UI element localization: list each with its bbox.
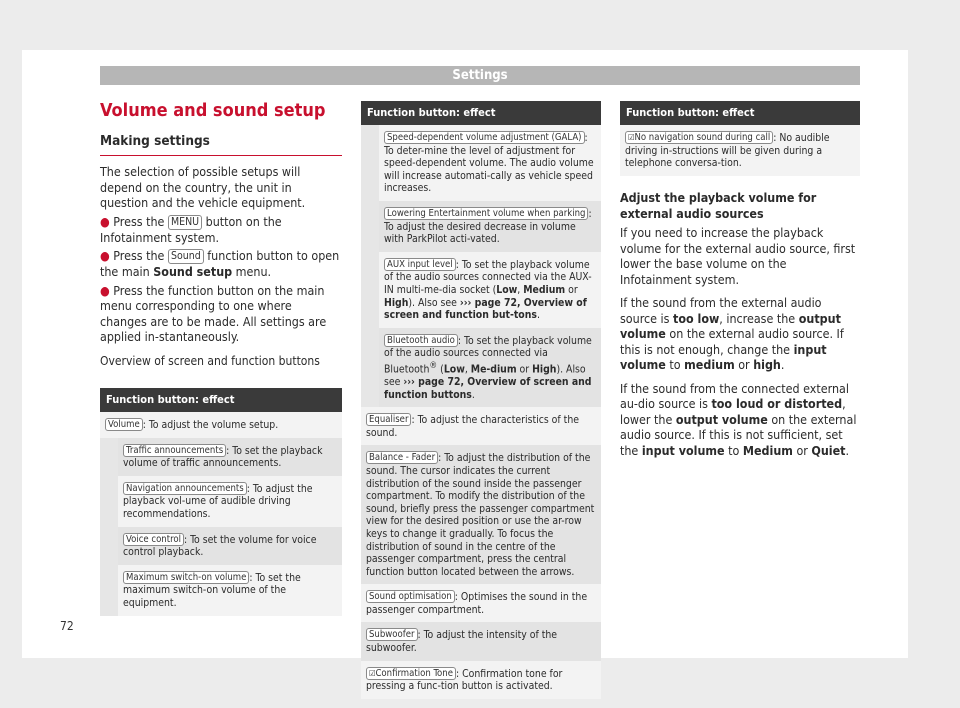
bullet-icon: ● <box>100 213 110 229</box>
confirmation-tone-button[interactable]: ☑Confirmation Tone <box>366 667 456 680</box>
maximum-switch-on-volume-button[interactable]: Maximum switch-on volume <box>123 571 249 584</box>
lowering-entertainment-volume-button[interactable]: Lowering Entertainment volume when parking <box>384 207 588 220</box>
aux-input-level-button[interactable]: AUX input level <box>384 258 456 271</box>
function-table-3 <box>620 101 860 176</box>
paragraph: If you need to increase the playback volume for the external audio source, first lower the base volume on the Infotainment system. <box>620 225 856 287</box>
menu-button[interactable]: MENU <box>168 215 202 230</box>
external-audio-heading: Adjust the playback volume for external audio sources <box>620 190 817 221</box>
traffic-announcements-button[interactable]: Traffic announcements <box>123 444 226 457</box>
table-header: Function button: effect <box>100 388 342 412</box>
no-navigation-sound-button[interactable]: ☑No navigation sound during call <box>625 131 773 144</box>
table-row: Equaliser : To adjust the characteristics of the sound. <box>361 407 601 445</box>
section-header: Settings <box>100 66 860 85</box>
table-row: Volume : To adjust the volume setup. <box>100 412 342 438</box>
sound-button[interactable]: Sound <box>168 249 204 264</box>
table-row: Traffic announcements : To set the playback volume of traffic announcements. <box>100 438 342 476</box>
step-1: ● Press the MENU button on the Infotainment system. <box>100 213 282 245</box>
table-header: Function button: effect <box>361 101 601 125</box>
left-column <box>100 100 342 368</box>
table-row: AUX input level : To set the playback volume of the audio sources connected via the AUX-IN multi-me-dia socket (Low, Medium or High). Also see ››› page 72, Overview of screen and function but-tons. <box>361 252 601 328</box>
table-row: Speed-dependent volume adjustment (GALA) : To deter-mine the level of adjustment for speed-dependent volume. The audio volume will increase automati-cally as vehicle speed increases. <box>361 125 601 201</box>
volume-button[interactable]: Volume <box>105 418 143 431</box>
equaliser-button[interactable]: Equaliser <box>366 413 411 426</box>
paragraph: If the sound from the external audio source is too low, increase the output volume on the external audio source. If this is not enough, change the input volume to medium or high. <box>620 295 844 372</box>
paragraph: If the sound from the connected external au-dio source is too loud or distorted, lower the output volume on the external audio source. If this is not sufficient, set the input volume to Medium or Quiet. <box>620 380 857 458</box>
section-subtitle: Making settings <box>100 133 342 156</box>
right-column-text <box>620 190 860 466</box>
balance-fader-button[interactable]: Balance - Fader <box>366 451 438 464</box>
table-row: ☑No navigation sound during call : No audible driving in-structions will be given during a telephone conversa-tion. <box>620 125 860 176</box>
navigation-announcements-button[interactable]: Navigation announcements <box>123 482 247 495</box>
sound-optimisation-button[interactable]: Sound optimisation <box>366 590 455 603</box>
table-row: Sound optimisation : Optimises the sound in the passenger compartment. <box>361 584 601 622</box>
table-row: Voice control : To set the volume for voice control playback. <box>100 527 342 565</box>
table-header: Function button: effect <box>620 101 860 125</box>
checkbox-icon: ☑ <box>628 133 635 142</box>
table-row: Lowering Entertainment volume when parking : To adjust the desired decrease in volume with ParkPilot acti-vated. <box>361 201 601 252</box>
bluetooth-audio-button[interactable]: Bluetooth audio <box>384 334 458 347</box>
page-title: Volume and sound setup <box>100 100 326 121</box>
bullet-icon: ● <box>100 282 110 298</box>
table-row: Bluetooth audio : To set the playback volume of the audio sources connected via Bluetooth® (Low, Me-dium or High). Also see ››› page 72, Overview of screen and function buttons. <box>361 328 601 407</box>
gala-button[interactable]: Speed-dependent volume adjustment (GALA) <box>384 131 585 144</box>
checkbox-icon: ☑ <box>369 668 376 678</box>
function-table-1 <box>100 388 342 616</box>
voice-control-button[interactable]: Voice control <box>123 533 184 546</box>
table-row: Navigation announcements : To adjust the playback vol-ume of audible driving recommendations. <box>100 476 342 527</box>
page-reference-link[interactable]: ››› page 72, Overview of screen and function buttons <box>384 375 592 401</box>
table-row: Balance - Fader : To adjust the distribution of the sound. The cursor indicates the current distribution of the sound inside the passenger compartment. To modify the distribution of the sound, briefly press the passenger compartment view for the desired position or use the ar-row keys to change it gradually. To focus the distribution of sound in the centre of the passenger compartment, press the central function button located between the arrows. <box>361 445 601 584</box>
bullet-icon: ● <box>100 248 110 263</box>
function-table-2 <box>361 101 601 699</box>
page-number: 72 <box>60 619 74 633</box>
page-reference-link[interactable]: ››› page 72, Overview of screen and function but-tons <box>384 296 587 322</box>
intro-text: The selection of possible setups will depend on the country, the unit in question and the vehicle equipment. <box>100 164 306 210</box>
table-row: ☑Confirmation Tone : Confirmation tone for pressing a func-tion button is activated. <box>361 661 601 699</box>
table-row: Maximum switch-on volume : To set the maximum switch-on volume of the equipment. <box>100 565 342 616</box>
subwoofer-button[interactable]: Subwoofer <box>366 628 418 641</box>
overview-heading: Overview of screen and function buttons <box>100 353 320 368</box>
step-2: ● Press the Sound function button to open the main Sound setup menu. <box>100 248 340 279</box>
step-3: ● Press the function button on the main menu corresponding to one where changes are to be made. All settings are applied in-stantaneously. <box>100 282 327 344</box>
table-row: Subwoofer : To adjust the intensity of the subwoofer. <box>361 622 601 660</box>
